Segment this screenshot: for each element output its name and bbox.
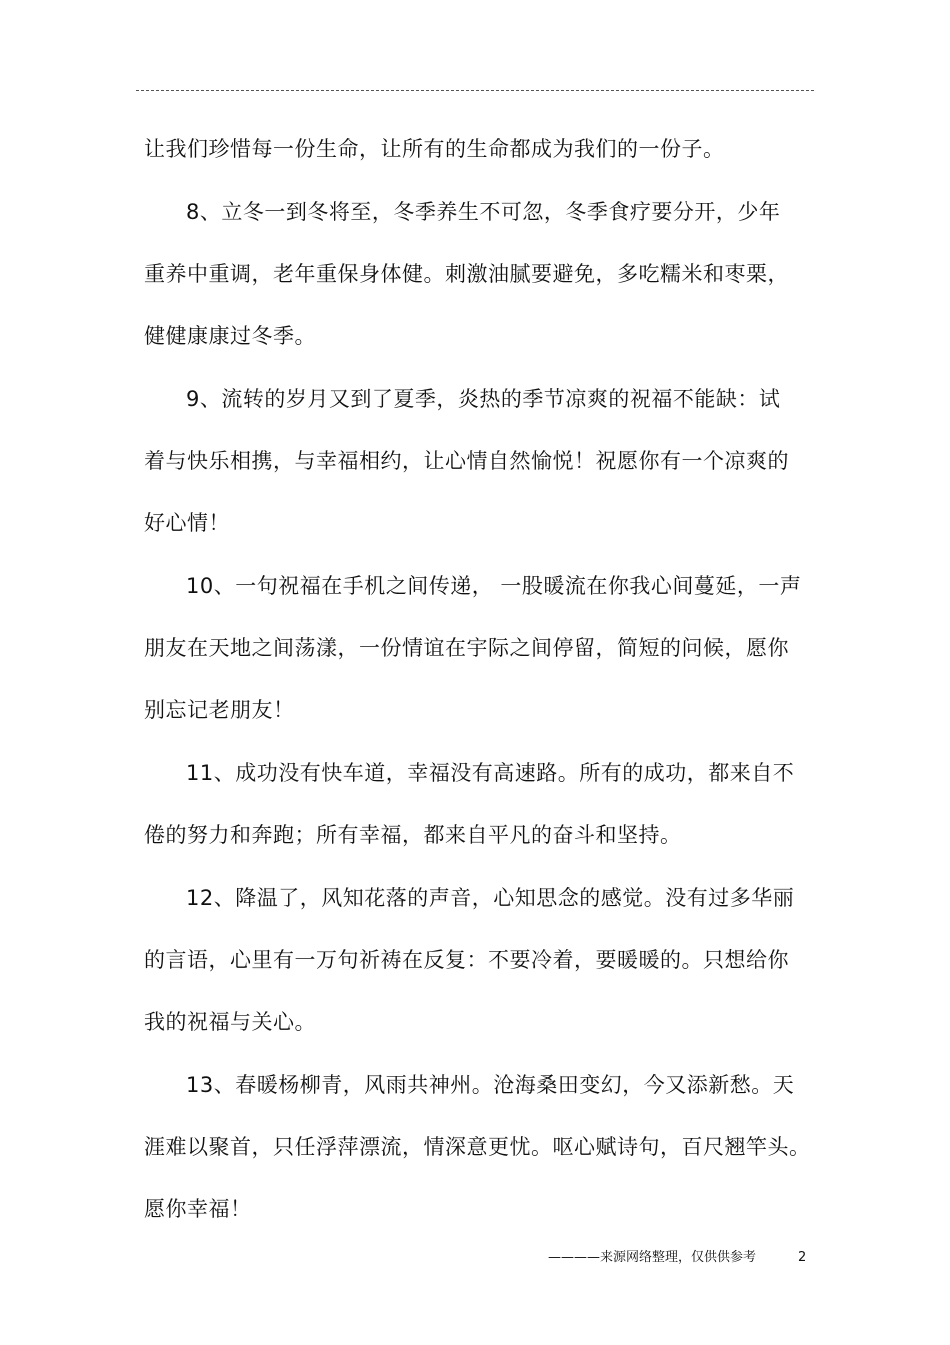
- paragraph-line: 12、降温了，风知花落的声音，心知思念的感觉。没有过多华丽: [186, 886, 795, 910]
- paragraph-line: 13、春暖杨柳青，风雨共神州。沧海桑田变幻，今又添新愁。天: [186, 1073, 795, 1097]
- paragraph-line: 10、一句祝福在手机之间传递， 一股暖流在你我心间蔓延，一声: [186, 574, 802, 598]
- paragraph-line: 11、成功没有快车道，幸福没有高速路。所有的成功，都来自不: [186, 761, 795, 785]
- page-number: 2: [798, 1250, 807, 1265]
- paragraph-line: 涯难以聚首，只任浮萍漂流，情深意更忧。呕心赋诗句，百尺翘竿头。: [144, 1135, 811, 1159]
- paragraph-line: 倦的努力和奔跑；所有幸福，都来自平凡的奋斗和坚持。: [144, 823, 682, 847]
- paragraph-line: 愿你幸福！: [144, 1197, 252, 1221]
- paragraph-line: 好心情！: [144, 511, 230, 535]
- paragraph-line: 朋友在天地之间荡漾，一份情谊在宇际之间停留，简短的问候，愿你: [144, 636, 789, 660]
- paragraph-line: 着与快乐相携，与幸福相约，让心情自然愉悦！祝愿你有一个凉爽的: [144, 449, 789, 473]
- paragraph-line: 的言语，心里有一万句祈祷在反复：不要冷着，要暖暖的。只想给你: [144, 948, 789, 972]
- paragraph-line: 9、流转的岁月又到了夏季，炎热的季节凉爽的祝福不能缺：试: [186, 387, 781, 411]
- paragraph-line: 我的祝福与关心。: [144, 1010, 316, 1034]
- paragraph-line: 8、立冬一到冬将至，冬季养生不可忽，冬季食疗要分开，少年: [186, 200, 781, 224]
- paragraph-line: 别忘记老朋友！: [144, 698, 295, 722]
- paragraph-line: 重养中重调，老年重保身体健。刺激油腻要避免，多吃糯米和枣栗，: [144, 262, 789, 286]
- paragraph-line: 让我们珍惜每一份生命，让所有的生命都成为我们的一份子。: [144, 137, 725, 161]
- footer-source-note: ————来源网络整理，仅供供参考: [548, 1250, 757, 1265]
- header-divider: [136, 90, 814, 91]
- paragraph-line: 健健康康过冬季。: [144, 324, 316, 348]
